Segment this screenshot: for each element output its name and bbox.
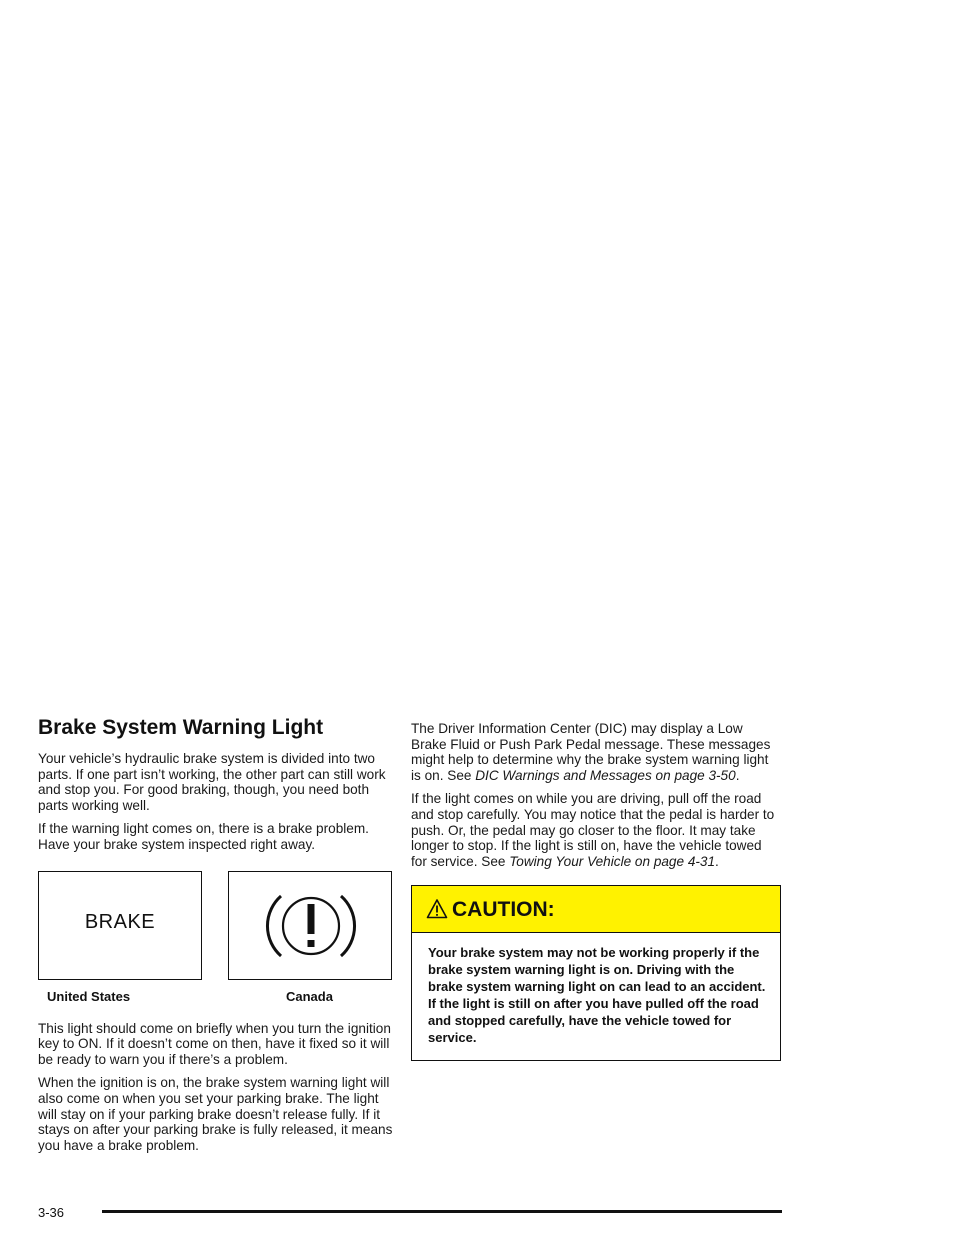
dic-warnings-link[interactable]: DIC Warnings and Messages on page 3-50 [475, 767, 736, 783]
paragraph-parking-brake: When the ignition is on, the brake system warning light will also come on when you set your parking brake. The light will stay on if your parking brake doesn’t release fully. If it stays on after your parking brake is fully released, it means you have a brake problem. [38, 1075, 393, 1153]
section-heading: Brake System Warning Light [38, 716, 324, 739]
paragraph-driving-end: . [715, 853, 719, 869]
right-column [411, 721, 781, 1061]
brake-light-canada-figure [228, 871, 392, 980]
paragraph-dic-text: The Driver Information Center (DIC) may display a Low Brake Fluid or Push Park Pedal message. These messages might help to determine why the brake system warning light is on. See [411, 721, 771, 783]
paragraph-driving [411, 791, 781, 869]
caution-header [412, 886, 780, 933]
paragraph-warning-light: If the warning light comes on, there is a brake problem. Have your brake system inspected right away. [38, 821, 369, 852]
towing-link[interactable]: Towing Your Vehicle on page 4-31 [509, 853, 716, 869]
paragraph-hydraulic-system: Your vehicle’s hydraulic brake system is divided into two parts. If one part isn’t working, the other part can still work and stop you. For good braking, though, you need both parts working well. [38, 751, 386, 813]
brake-warning-symbol-icon [259, 886, 363, 966]
brake-text-symbol: BRAKE [84, 910, 156, 933]
warning-triangle-icon [426, 898, 448, 920]
caution-box [411, 885, 781, 1061]
paragraph-ignition: This light should come on briefly when you turn the ignition key to ON. If it doesn’t come on then, have it fixed so it will be ready to warn you if there’s a problem. [38, 1020, 391, 1067]
page-number: 3-36 [38, 1205, 65, 1220]
figure-label-canada: Canada [286, 988, 333, 1004]
paragraph-dic-end: . [735, 767, 740, 783]
paragraph-dic [411, 721, 781, 783]
footer-rule [102, 1210, 782, 1213]
figure-label-us: United States [47, 988, 131, 1004]
warning-light-figures [38, 871, 400, 1011]
brake-light-us-figure [38, 871, 202, 980]
paragraph-driving-text: If the light comes on while you are driving, pull off the road and stop carefully. You may notice that the pedal is harder to push. Or, the pedal may go closer to the floor. It may take longer to stop. If the light is still on, have the vehicle towed for service. See [411, 791, 775, 869]
caution-title: CAUTION: [452, 897, 555, 921]
caution-body: Your brake system may not be working properly if the brake system warning light is on. Driving with the brake system warning light on can lead to an accident. If the light is still on after you have pulled off the road and stopped carefully, have the vehicle towed for service. [428, 945, 766, 1046]
left-column [38, 715, 400, 1161]
